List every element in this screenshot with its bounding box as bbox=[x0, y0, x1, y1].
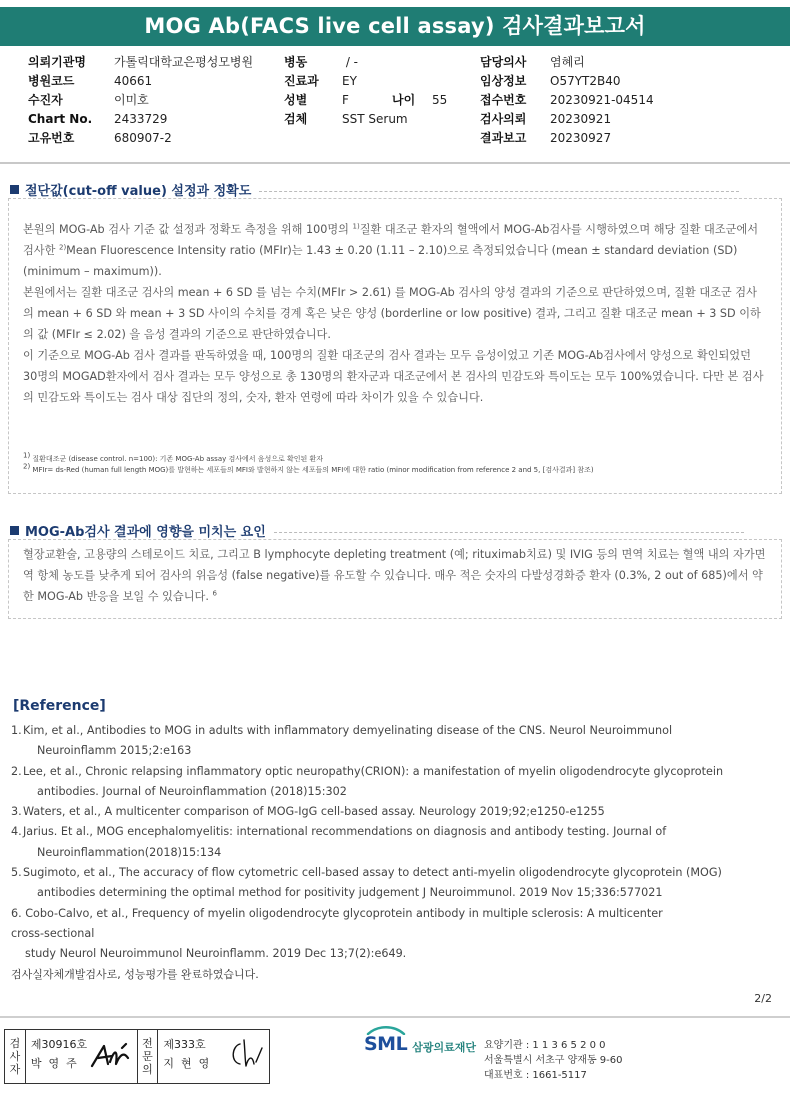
info-label: Chart No. bbox=[28, 112, 93, 126]
info-label: 의뢰기관명 bbox=[28, 55, 86, 69]
logo-arc-icon bbox=[366, 1025, 406, 1035]
reference-line: Sugimoto, et al., The accuracy of flow cytometric cell-based assay to detect anti-myelin oligodendrocyte glycoprotein (MOG) bbox=[23, 866, 722, 880]
footnote-text: MFIr= ds-Red (human full length MOG)를 발현하는 세포들의 MFI와 발현하지 않는 세포들의 MFI에 대한 ratio (minor modification from reference 2 and 5, [검사결과] 참조) bbox=[30, 466, 594, 474]
info-row bbox=[28, 91, 253, 110]
info-row bbox=[480, 72, 654, 91]
age-label: 나이 bbox=[392, 93, 416, 107]
info-value: O57YT2B40 bbox=[550, 74, 621, 88]
reference-line: Jarius. Et al., MOG encephalomyelitis: international recommendations on diagnosis and antibody testing. Journal of bbox=[23, 825, 667, 839]
footnote bbox=[23, 462, 773, 476]
text-run: 혈장교환술, 고용량의 스테로이드 치료, 그리고 B lymphocyte depleting treatment (예; rituximab치료) 및 IVIG 등의 면역 치료는 혈액 내의 자가면역 항체 농도를 낮추게 되어 검사의 위음성 (false negative)를 유도할 수 있습니다. 매우 적은 숫자의 다발성경화증 환자 (0.3%, 2 out of 685)에서 약한 MOG-Ab 반응을 보일 수 있습니다. bbox=[23, 548, 766, 603]
info-row bbox=[480, 53, 654, 72]
info-row bbox=[480, 91, 654, 110]
info-value: 이미호 bbox=[114, 93, 149, 107]
label-char: 의 bbox=[142, 1063, 153, 1076]
info-value: SST Serum bbox=[342, 112, 408, 126]
foundation-name: 삼광의료재단 bbox=[412, 1041, 476, 1054]
label-char: 전 bbox=[142, 1037, 153, 1050]
info-label: 임상정보 bbox=[480, 74, 527, 88]
info-row bbox=[284, 53, 447, 72]
reference-number: 2. bbox=[11, 764, 22, 778]
section-title: MOG-Ab검사 결과에 영향을 미치는 요인 bbox=[25, 525, 266, 540]
cutoff-section-box bbox=[8, 198, 782, 494]
reference-line: 6. Cobo-Calvo, et al., Frequency of myelin oligodendrocyte glycoprotein antibody in multiple sclerosis: A multicenter bbox=[11, 906, 663, 920]
label-char: 자 bbox=[9, 1063, 21, 1076]
info-value: 2433729 bbox=[114, 112, 168, 126]
examiner-cell bbox=[26, 1030, 138, 1083]
factors-text bbox=[9, 540, 781, 607]
label-char: 사 bbox=[9, 1050, 21, 1063]
footer-divider bbox=[0, 1016, 790, 1018]
section-heading-factors bbox=[10, 521, 744, 540]
info-label: 진료과 bbox=[284, 74, 319, 88]
signer-name: 박영주 bbox=[30, 1057, 84, 1070]
paragraph: 본원에서는 질환 대조군 검사의 mean + 6 SD 를 넘는 수치(MFIr > 2.61) 를 MOG-Ab 검사의 양성 결과의 기준으로 판단하였으며, 질환 대조군 검사의 mean + 6 SD 와 mean + 3 SD 사이의 수치를 경계 혹은 낮은 양성 (borderline or low positive) 결과, 그리고 질환 대조군 mean + 3 SD 이하의 값 (MFIr ≤ 2.02) 을 음성 결과의 기준으로 판단하였습니다. bbox=[23, 286, 761, 341]
institution-code: 요양기관 : 1 1 3 6 5 2 0 0 bbox=[484, 1040, 606, 1051]
info-label: 병동 bbox=[284, 55, 308, 69]
reference-number: 4. bbox=[11, 825, 22, 839]
info-label: 성별 bbox=[284, 93, 308, 107]
info-value: 20230927 bbox=[550, 131, 612, 145]
sml-logo bbox=[364, 1033, 407, 1055]
info-value: 40661 bbox=[114, 74, 153, 88]
info-label: 담당의사 bbox=[480, 55, 527, 69]
age-value: 55 bbox=[432, 93, 448, 107]
info-label: 검사의뢰 bbox=[480, 112, 527, 126]
reference-line: Kim, et al., Antibodies to MOG in adults with inflammatory demyelinating disease of the CNS. Neurol Neuroimmunol bbox=[23, 724, 673, 737]
info-value: EY bbox=[342, 74, 357, 88]
info-value: / - bbox=[342, 55, 359, 69]
text-run: 질환 대조군 환자의 혈액에서 MOG-Ab검사를 시행하였으며 해당 질환 대조군에서 검사한 bbox=[23, 223, 759, 257]
specialist-vertical-label bbox=[138, 1030, 159, 1083]
cutoff-text bbox=[9, 199, 781, 408]
reference-number: 5. bbox=[11, 866, 22, 880]
signer-name: 지현영 bbox=[163, 1057, 217, 1070]
info-row bbox=[28, 72, 253, 91]
info-row bbox=[480, 110, 654, 129]
handwritten-signature-1 bbox=[88, 1040, 134, 1072]
handwritten-signature-2 bbox=[226, 1036, 266, 1072]
dashed-rule bbox=[274, 532, 744, 533]
footnote-mark: 2) bbox=[23, 462, 31, 471]
reference-line: Neuroinflamm 2015;2:e163 bbox=[37, 744, 192, 758]
paragraph bbox=[23, 219, 767, 282]
info-label: 병원코드 bbox=[28, 74, 75, 88]
sml-logo-group bbox=[364, 1033, 476, 1055]
text-run: 본원의 MOG-Ab 검사 기준 값 설정과 정확도 측정을 위해 100명의 bbox=[23, 223, 353, 236]
patient-info-col3 bbox=[480, 53, 654, 148]
info-label: 고유번호 bbox=[28, 131, 75, 145]
info-value: 680907-2 bbox=[114, 131, 172, 145]
info-row bbox=[480, 129, 654, 148]
footnote-mark: 1) bbox=[23, 451, 31, 460]
reference-line: Lee, et al., Chronic relapsing inflammatory optic neuropathy(CRION): a manifestation of myelin oligodendrocyte glycoprotein bbox=[23, 764, 724, 778]
info-row bbox=[284, 91, 447, 110]
footnote-text: 질환대조군 (disease control. n=100): 기존 MOG-Ab assay 검사에서 음성으로 확인된 환자 bbox=[30, 455, 324, 463]
patient-info-col1 bbox=[28, 53, 253, 148]
reference-item bbox=[11, 863, 781, 904]
logo-text: SML bbox=[364, 1033, 408, 1055]
header-divider bbox=[0, 162, 790, 164]
info-value: 염혜리 bbox=[550, 55, 585, 69]
info-value: 20230921 bbox=[550, 112, 612, 126]
footnote bbox=[23, 451, 773, 465]
reference-heading: [Reference] bbox=[13, 698, 106, 714]
reference-item bbox=[11, 802, 781, 822]
label-char: 문 bbox=[142, 1050, 153, 1063]
section-heading-cutoff bbox=[10, 180, 739, 199]
signature-box bbox=[4, 1029, 270, 1084]
reference-number: 3. bbox=[11, 805, 22, 819]
examiner-vertical-label bbox=[5, 1030, 26, 1083]
footnote-ref: 2) bbox=[58, 243, 67, 252]
footnote-ref: 6 bbox=[212, 589, 217, 598]
reference-line: antibodies determining the optimal method for positivity judgement J Neuroimmunol. 2019 Nov 15;336:577021 bbox=[37, 886, 663, 900]
reference-number: 1. bbox=[11, 724, 22, 737]
info-row bbox=[284, 72, 447, 91]
reference-line: Waters, et al., A multicenter comparison of MOG-IgG cell-based assay. Neurology 2019;92;e1250-e1255 bbox=[23, 805, 605, 819]
reference-line: cross-sectional bbox=[11, 926, 95, 940]
phone-number: 대표번호 : 1661-5117 bbox=[484, 1070, 587, 1081]
reference-item bbox=[11, 762, 781, 803]
completion-note: 검사실자체개발검사로, 성능평가를 완료하였습니다. bbox=[11, 968, 259, 981]
factors-section-box bbox=[8, 539, 782, 619]
specialist-cell bbox=[158, 1030, 269, 1083]
info-row bbox=[28, 129, 253, 148]
info-row bbox=[28, 53, 253, 72]
info-label: 접수번호 bbox=[480, 93, 527, 107]
address: 서울특별시 서초구 양재동 9-60 bbox=[484, 1055, 623, 1066]
reference-line: antibodies. Journal of Neuroinflammation (2018)15:302 bbox=[37, 784, 347, 798]
page-number: 2/2 bbox=[754, 992, 772, 1005]
info-value: 가톨릭대학교은평성모병원 bbox=[114, 55, 254, 69]
organization-info bbox=[484, 1038, 623, 1083]
report-title: MOG Ab(FACS live cell assay) 검사결과보고서 bbox=[0, 7, 790, 46]
reference-item bbox=[11, 904, 781, 965]
reference-line: study Neurol Neuroimmunol Neuroinflamm. 2019 Dec 13;7(2):e649. bbox=[25, 947, 407, 961]
reference-item bbox=[11, 822, 781, 863]
info-value: F bbox=[342, 93, 349, 107]
reference-list bbox=[11, 721, 781, 965]
info-label: 결과보고 bbox=[480, 131, 527, 145]
footnotes bbox=[23, 451, 773, 476]
info-row bbox=[28, 110, 253, 129]
info-value: 20230921-04514 bbox=[550, 93, 654, 107]
footnote-ref: 1) bbox=[352, 222, 360, 231]
reference-item bbox=[11, 721, 781, 762]
square-bullet-icon bbox=[10, 526, 19, 535]
square-bullet-icon bbox=[10, 185, 19, 194]
license-number: 제333호 bbox=[163, 1038, 206, 1051]
license-number: 제30916호 bbox=[30, 1038, 88, 1051]
patient-info-col2 bbox=[284, 53, 447, 129]
reference-line: Neuroinflammation(2018)15:134 bbox=[37, 845, 222, 859]
info-row bbox=[284, 110, 447, 129]
info-label: 검체 bbox=[284, 112, 308, 126]
section-title: 절단값(cut-off value) 설정과 정확도 bbox=[25, 184, 252, 199]
info-label: 수진자 bbox=[28, 93, 63, 107]
dashed-rule bbox=[259, 191, 739, 192]
label-char: 검 bbox=[9, 1037, 21, 1050]
text-run: Mean Fluorescence Intensity ratio (MFIr)는 1.43 ± 0.20 (1.11 – 2.10)으로 측정되었습니다 (mean ± standard deviation (SD) (minimum – maximum)). bbox=[23, 244, 738, 278]
paragraph: 이 기준으로 MOG-Ab 검사 결과를 판독하였을 때, 100명의 질환 대조군의 검사 결과는 모두 음성이었고 기존 MOG-Ab검사에서 양성으로 확인되었던 30명의 MOGAD환자에서 검사 결과는 모두 양성으로 총 130명의 환자군과 대조군에서 본 검사의 민감도와 특이도는 모두 100%였습니다. 다만 본 검사의 민감도와 특이도는 검사 대상 집단의 정의, 숫자, 환자 연령에 따라 차이가 있을 수 있습니다. bbox=[23, 349, 764, 404]
